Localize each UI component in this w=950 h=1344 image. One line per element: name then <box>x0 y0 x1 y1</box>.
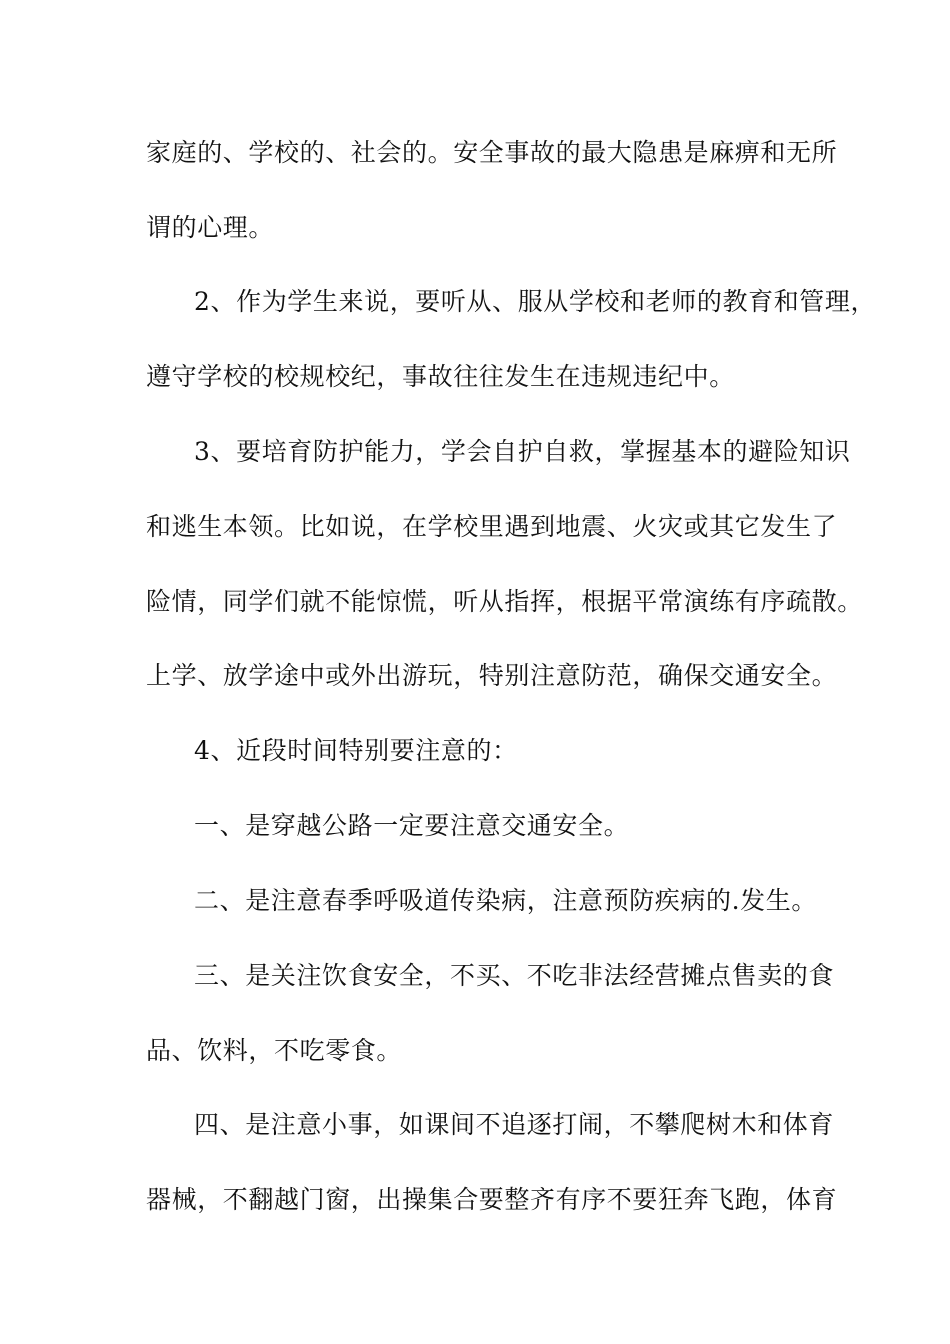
text-line: 和逃生本领。比如说，在学校里遇到地震、火灾或其它发生了 <box>146 512 838 541</box>
text-line: 家庭的、学校的、社会的。安全事故的最大隐患是麻痹和无所 <box>146 138 838 167</box>
text-line: 遵守学校的校规校纪，事故往往发生在违规违纪中。 <box>146 362 735 391</box>
paragraph-3-start: 3、要培育防护能力，学会自护自救，掌握基本的避险知识 <box>194 437 851 466</box>
text-line: 险情，同学们就不能惊慌，听从指挥，根据平常演练有序疏散。 <box>146 587 863 616</box>
text-line: 器械，不翻越门窗，出操集合要整齐有序不要狂奔飞跑，体育 <box>146 1185 838 1214</box>
list-item-3: 三、是关注饮食安全，不买、不吃非法经营摊点售卖的食 <box>194 961 835 990</box>
paragraph-4-start: 4、近段时间特别要注意的： <box>194 736 518 765</box>
list-item-1: 一、是穿越公路一定要注意交通安全。 <box>194 811 630 840</box>
list-item-2: 二、是注意春季呼吸道传染病，注意预防疾病的.发生。 <box>194 886 817 915</box>
paragraph-2-start: 2、作为学生来说，要听从、服从学校和老师的教育和管理， <box>194 287 877 316</box>
text-line: 上学、放学途中或外出游玩，特别注意防范，确保交通安全。 <box>146 661 838 690</box>
list-item-4: 四、是注意小事，如课间不追逐打闹，不攀爬树木和体育 <box>194 1110 835 1139</box>
text-line: 品、饮料，不吃零食。 <box>146 1036 403 1065</box>
text-line: 谓的心理。 <box>146 213 275 242</box>
